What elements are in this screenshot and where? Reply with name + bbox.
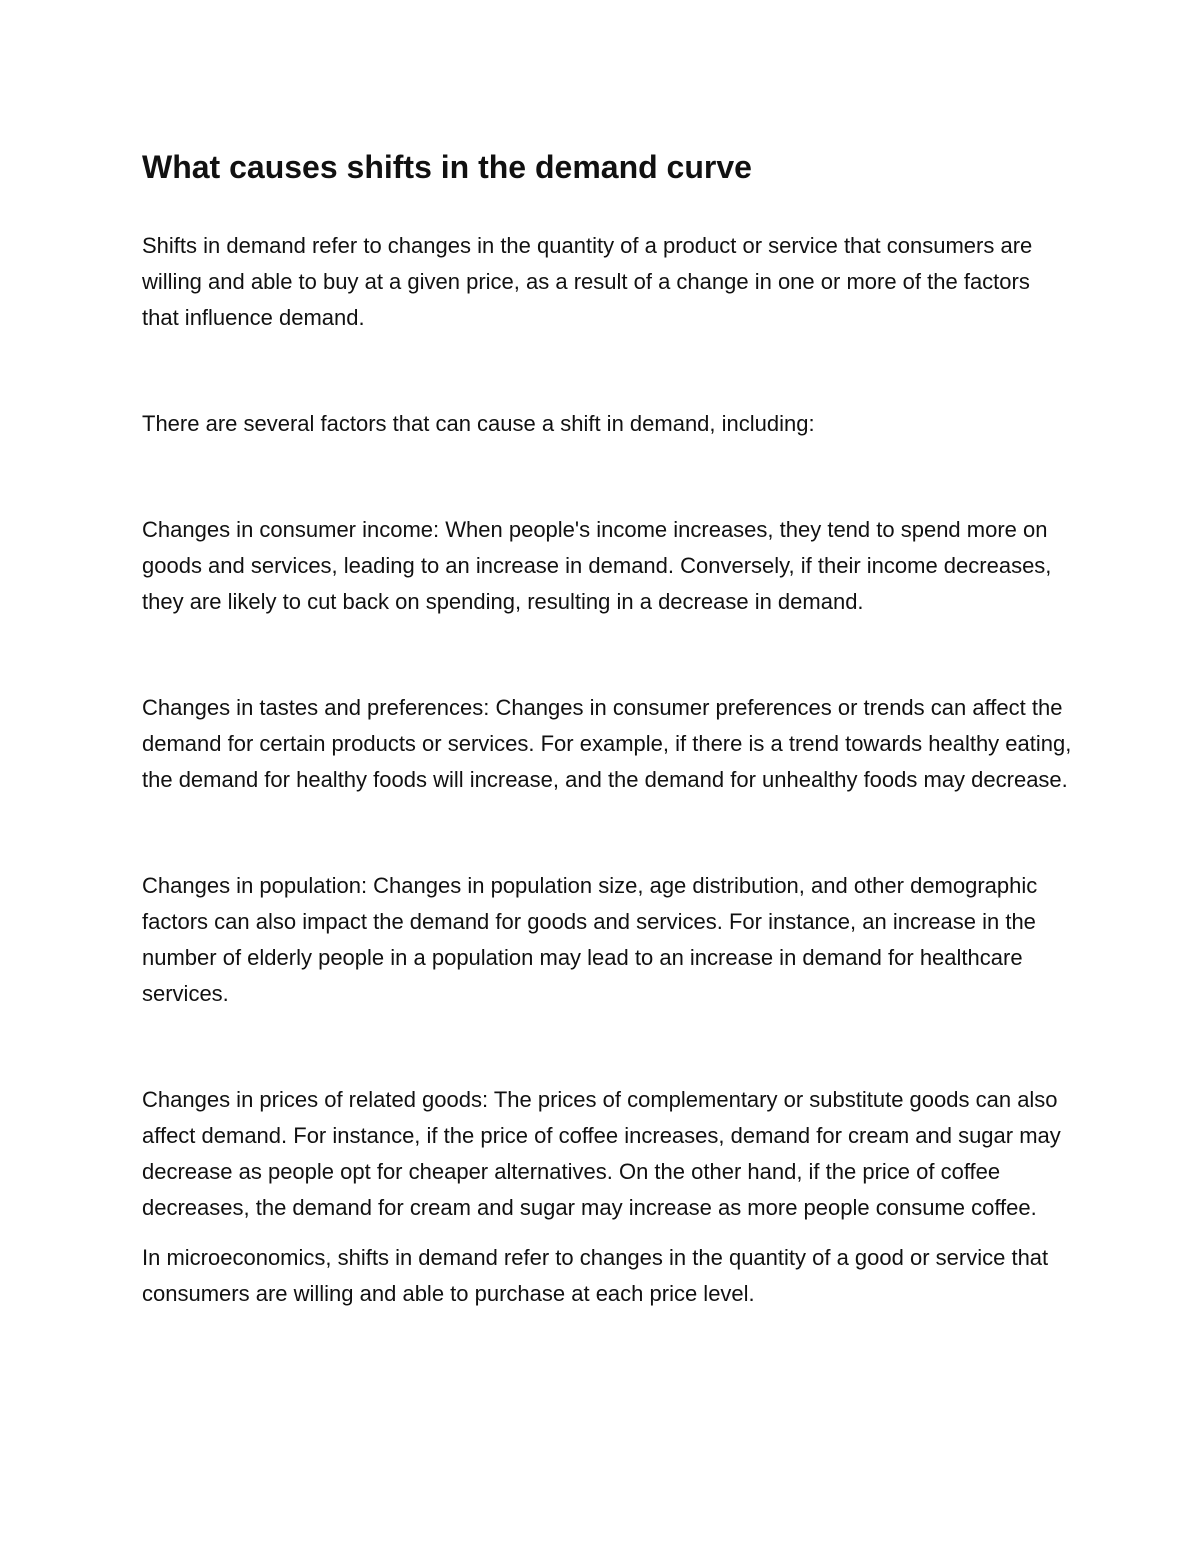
paragraph-microeconomics: In microeconomics, shifts in demand refer to changes in the quantity of a good or service that consumers are willing and able to purchase at each price level. bbox=[142, 1245, 1049, 1306]
document-body bbox=[142, 146, 1072, 1312]
paragraph-factors-intro: There are several factors that can cause a shift in demand, including: bbox=[142, 411, 815, 436]
paragraph-definition: Shifts in demand refer to changes in the quantity of a product or service that consumers are willing and able to buy at a given price, as a result of a change in one or more of the factors that influence demand. bbox=[142, 233, 1033, 330]
paragraph-related-goods: Changes in prices of related goods: The prices of complementary or substitute goods can also affect demand. For instance, if the price of coffee increases, demand for cream and sugar may decrease as people opt for cheaper alternatives. On the other hand, if the price of coffee decreases, the demand for cream and sugar may increase as more people consume coffee. bbox=[142, 1087, 1061, 1220]
page-title: What causes shifts in the demand curve bbox=[142, 149, 752, 185]
paragraph-population: Changes in population: Changes in population size, age distribution, and other demographic factors can also impact the demand for goods and services. For instance, an increase in the number of elderly people in a population may lead to an increase in demand for healthcare services. bbox=[142, 873, 1038, 1006]
paragraph-consumer-income: Changes in consumer income: When people's income increases, they tend to spend more on goods and services, leading to an increase in demand. Conversely, if their income decreases, they are likely to cut back on spending, resulting in a decrease in demand. bbox=[142, 517, 1052, 614]
paragraph-tastes-preferences: Changes in tastes and preferences: Changes in consumer preferences or trends can affect the demand for certain products or services. For example, if there is a trend towards healthy eating, the demand for healthy foods will increase, and the demand for unhealthy foods may decrease. bbox=[142, 695, 1072, 792]
